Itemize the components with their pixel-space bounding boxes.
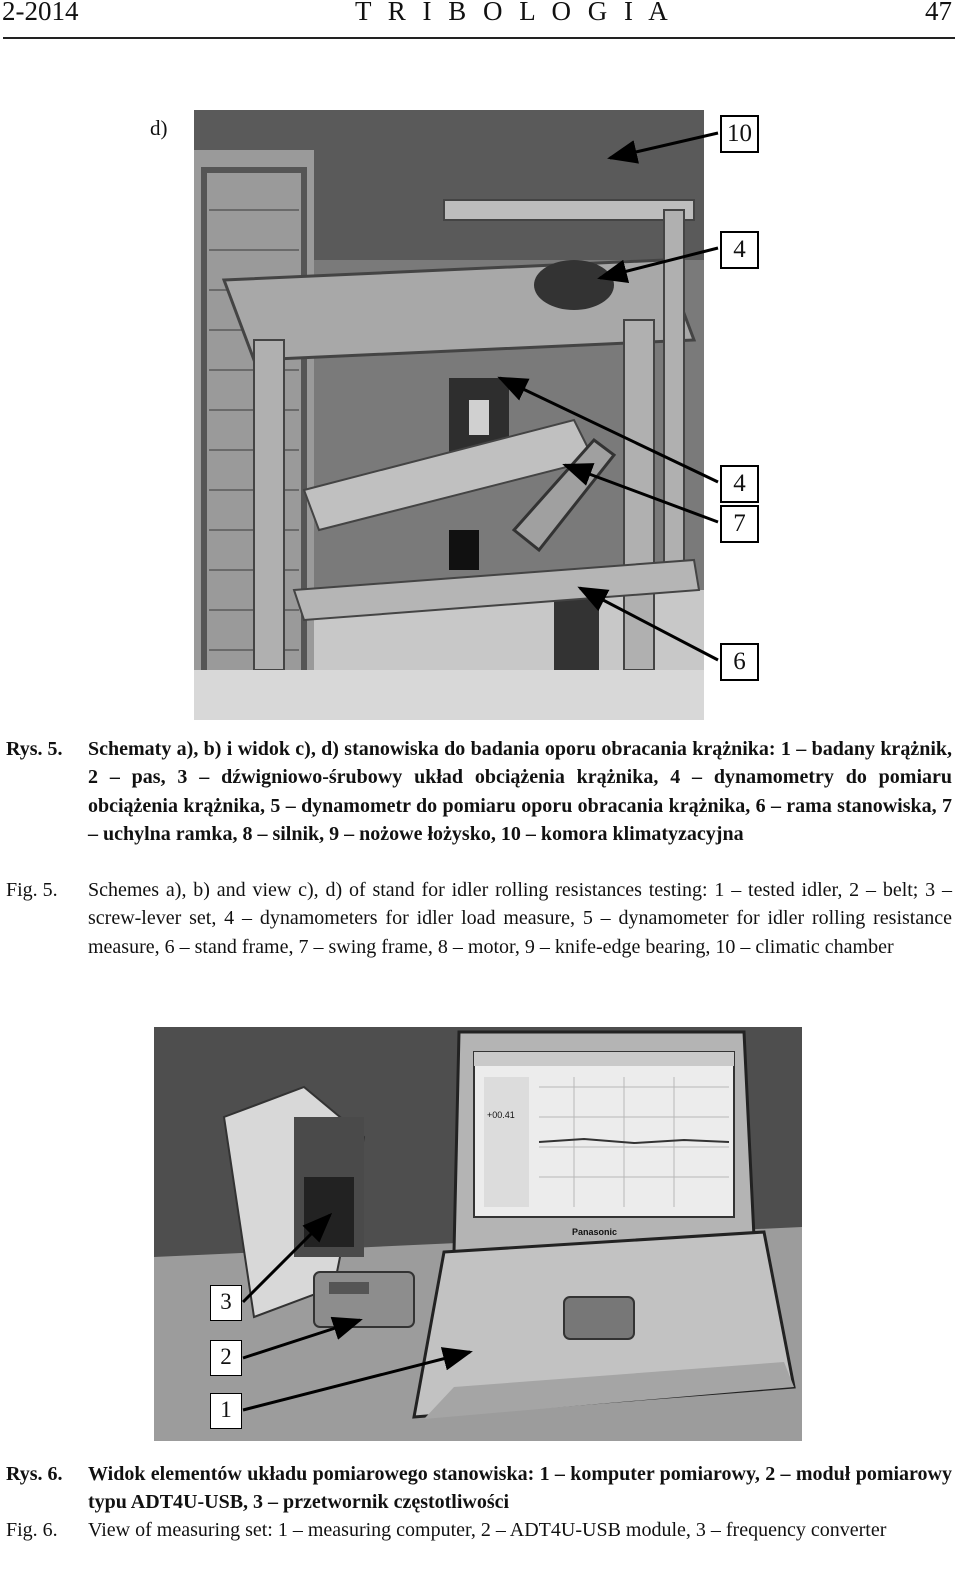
tag-4-upper: 4 [720, 231, 759, 269]
tag-4-lower: 4 [720, 465, 759, 503]
tag-6: 6 [720, 643, 759, 681]
fig5-text-pl: Schematy a), b) i widok c), d) stanowiska do badania oporu obracania krążnika: 1 – badany krążnik, 2 – pas, 3 – dźwigniowo-śrubowy układ obciążenia krążnika, 4 – dynamometry do pomiaru obciążenia krążnika, 5 – dynamometr do pomiaru oporu obracania krążnika, 6 – rama stanowiska, 7 – uchylna ramka, 8 – silnik, 9 – nożowe łożysko, 10 – komora klimatyzacyjna [88, 738, 952, 846]
fig5-text-en: Schemes a), b) and view c), d) of stand for idler rolling resistances testing: 1 – tested idler, 2 – belt; 3 – screw-lever set, 4 – dynamometers for idler load measure, 5 – dynamometer for idler rolling resistance measure, 6 – stand frame, 7 – swing frame, 8 – motor, 9 – knife-edge bearing, 10 – climatic chamber [88, 879, 952, 958]
fig6-caption-polish [6, 1460, 952, 1517]
fig5-caption-english [6, 876, 952, 961]
tag-3: 3 [210, 1285, 242, 1321]
fig6-text-en: View of measuring set: 1 – measuring computer, 2 – ADT4U-USB module, 3 – frequency converter [88, 1519, 887, 1541]
tag-7: 7 [720, 505, 759, 543]
screen-readout: +00.41 [487, 1110, 515, 1120]
page-number: 47 [925, 0, 952, 26]
fig5-number-pl: Rys. 5. [6, 738, 63, 760]
fig6-number-pl: Rys. 6. [6, 1463, 63, 1485]
tag-1: 1 [210, 1393, 242, 1429]
fig6-caption-english [6, 1516, 952, 1544]
journal-title: T R I B O L O G I A [355, 0, 673, 26]
laptop-brand: Panasonic [572, 1227, 618, 1237]
tag-10: 10 [720, 115, 759, 153]
panel-label: d) [150, 116, 168, 140]
fig5-number-en: Fig. 5. [6, 879, 58, 901]
issue-label: 2-2014 [2, 0, 79, 26]
fig6-arrows [0, 1040, 960, 1440]
fig6-number-en: Fig. 6. [6, 1519, 58, 1541]
tag-2: 2 [210, 1340, 242, 1376]
fig5-arrows [0, 0, 960, 720]
fig6-text-pl: Widok elementów układu pomiarowego stanowiska: 1 – komputer pomiarowy, 2 – moduł pomiarowy typu ADT4U-USB, 3 – przetwornik częstotliwości [88, 1463, 952, 1514]
fig5-caption-polish [6, 735, 952, 849]
